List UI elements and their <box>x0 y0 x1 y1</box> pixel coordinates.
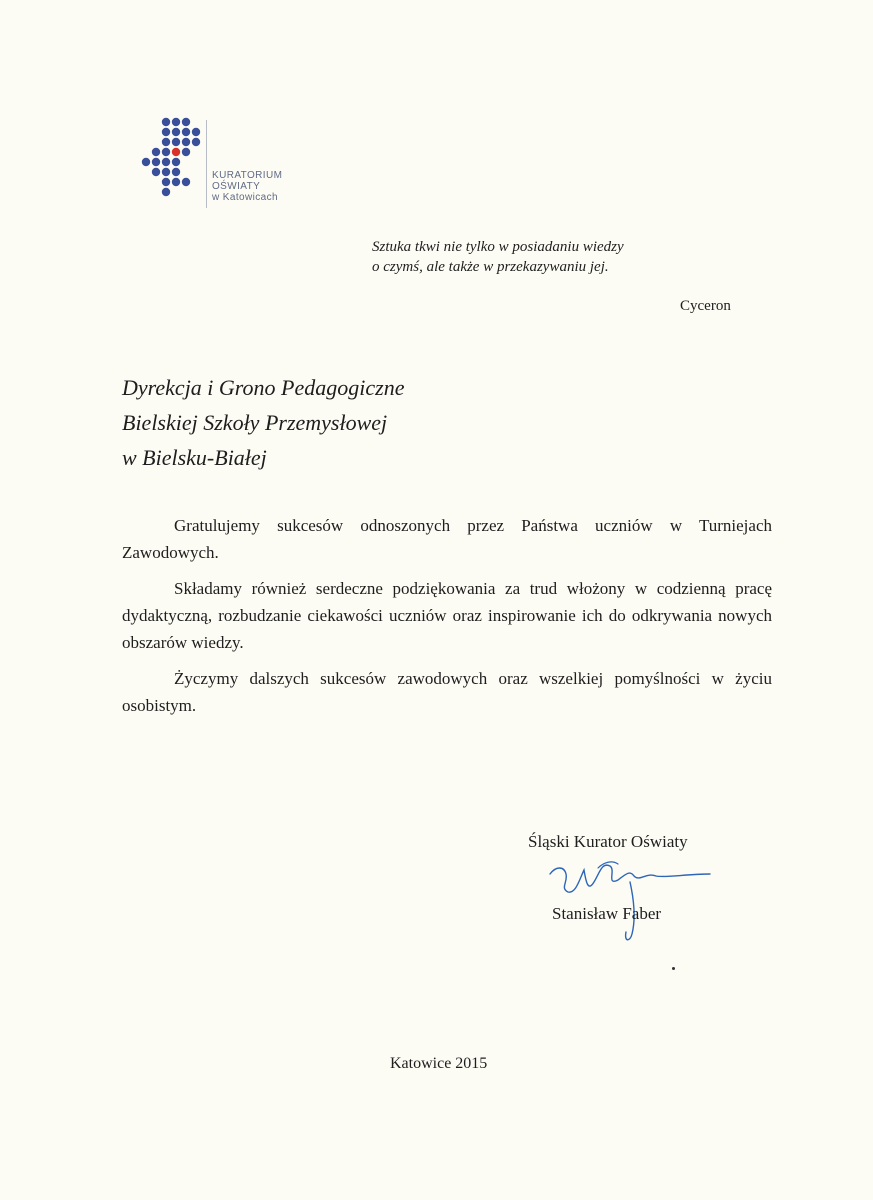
logo-dot <box>162 178 170 186</box>
logo-dot <box>172 128 180 136</box>
logo-dot <box>142 158 150 166</box>
logo-dot <box>192 138 200 146</box>
logo-dot <box>152 158 160 166</box>
logo-dot <box>152 168 160 176</box>
paragraph-2: Składamy również serdeczne podziękowania za trud włożony w codzienną pracę dydaktyczną, rozbudzanie ciekawości uczniów oraz inspirowanie ich do odkrywania nowych obszarów wiedzy. <box>122 579 772 652</box>
paragraph-3: Życzymy dalszych sukcesów zawodowych oraz wszelkiej pomyślności w życiu osobistym. <box>122 669 772 715</box>
logo-dot <box>172 158 180 166</box>
logo-dot <box>182 148 190 156</box>
logo-dot <box>162 128 170 136</box>
logo-dots-graphic <box>128 112 208 212</box>
signatory-title: Śląski Kurator Oświaty <box>528 832 688 851</box>
logo-dot <box>172 118 180 126</box>
logo-dot <box>162 158 170 166</box>
recipient-line-3: w Bielsku-Białej <box>122 445 267 470</box>
recipient-line-1: Dyrekcja i Grono Pedagogiczne <box>122 375 405 400</box>
signatory-name: Stanisław Faber <box>552 904 662 923</box>
logo-dot <box>172 168 180 176</box>
logo-line-2: OŚWIATY <box>212 181 261 192</box>
quote-author: Cyceron <box>680 298 731 314</box>
recipient-line-2: Bielskiej Szkoły Przemysłowej <box>122 410 388 435</box>
logo-dot <box>182 128 190 136</box>
logo-line-1: KURATORIUM <box>212 170 283 181</box>
logo-line-3: w Katowicach <box>212 192 278 203</box>
logo-dot <box>192 128 200 136</box>
logo-dot <box>182 138 190 146</box>
paragraph-1: Gratulujemy sukcesów odnoszonych przez Państwa uczniów w Turniejach Zawodowych. <box>122 516 772 562</box>
logo-dot <box>172 138 180 146</box>
logo-divider <box>206 120 207 208</box>
handwritten-signature <box>546 852 716 948</box>
logo-dot-accent <box>172 148 180 156</box>
quote-line-2: o czymś, ale także w przekazywaniu jej. <box>372 259 609 275</box>
recipient-block <box>122 370 404 475</box>
quote-line-1: Sztuka tkwi nie tylko w posiadaniu wiedzy <box>372 239 624 255</box>
quote <box>372 237 624 277</box>
logo-text <box>212 170 282 203</box>
logo-dot <box>182 118 190 126</box>
logo-dot <box>162 188 170 196</box>
logo-dot <box>172 178 180 186</box>
logo-dot <box>162 168 170 176</box>
kuratorium-logo <box>128 112 308 212</box>
logo-dot <box>152 148 160 156</box>
logo-dot <box>162 138 170 146</box>
logo-dot <box>162 118 170 126</box>
logo-dot <box>162 148 170 156</box>
letter-body <box>122 512 772 728</box>
place-and-date: Katowice 2015 <box>390 1055 488 1072</box>
ink-dot <box>672 967 675 970</box>
logo-dot <box>182 178 190 186</box>
